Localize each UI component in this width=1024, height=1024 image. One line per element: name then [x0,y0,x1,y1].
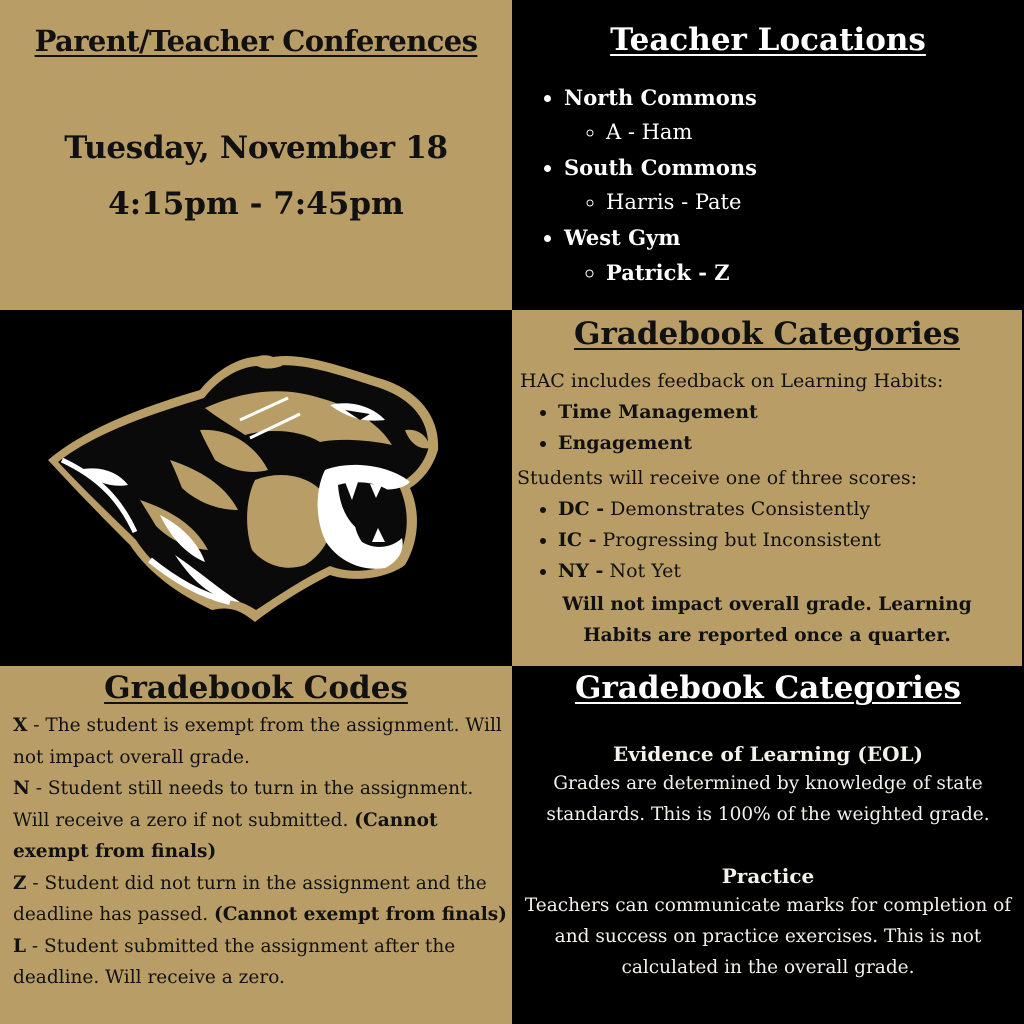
locations-list [512,80,1024,290]
score-desc: Progressing but Inconsistent [596,529,881,551]
scores-intro: Students will receive one of three scores: [517,467,918,489]
habit-item: • Engagement [558,428,1022,459]
location-place: North Commons [564,85,757,110]
codes-list [0,706,512,994]
codes-title: Gradebook Codes [104,670,408,706]
habits-intro: HAC includes feedback on Learning Habits: [520,370,944,392]
location-place: South Commons [564,155,757,180]
code-text: - Student submitted the assignment after the deadline. Will receive a zero. [13,935,456,988]
codes-panel [0,666,512,1024]
code-letter: L [13,935,27,957]
code-item [13,931,512,994]
score-desc: Demonstrates Consistently [604,498,871,520]
location-range: ◦ Harris - Pate [606,185,1024,220]
scores-list [512,494,1022,587]
habit-item: • Time Management [558,397,1022,428]
habits-title: Gradebook Categories [573,316,961,352]
location-item [564,80,1024,150]
conference-time: 4:15pm - 7:45pm [108,186,404,222]
score-code: DC - [558,498,605,520]
code-letter: Z [13,872,27,894]
score-item [558,494,1022,525]
practice-heading: Practice [721,864,815,888]
code-text: - Student still needs to turn in the assignment. Will receive a zero if not submitted. [13,778,474,831]
score-desc: Not Yet [603,560,681,582]
conference-panel [0,0,512,310]
code-text: - Student did not turn in the assignment and the deadline has passed. [13,872,487,925]
code-text: - The student is exempt from the assignment. Will not impact overall grade. [13,715,502,768]
locations-panel [512,0,1024,310]
eol-heading: Evidence of Learning (EOL) [612,742,924,766]
categories-panel [512,666,1024,1024]
code-letter: X [13,715,28,736]
location-range: ◦ Patrick - Z [606,255,1024,290]
conference-title: Parent/Teacher Conferences [34,24,478,58]
conference-date: Tuesday, November 18 [64,130,448,166]
location-item [564,220,1024,290]
location-range: ◦ A - Ham [606,115,1024,150]
code-item [13,773,512,868]
habits-panel [512,310,1024,666]
cougar-mascot-icon [0,310,512,666]
location-place: West Gym [564,225,681,250]
habits-list [512,397,1022,459]
code-item [13,868,512,931]
locations-title: Teacher Locations [610,22,926,58]
score-code: NY - [558,560,604,582]
code-letter: N [13,778,30,799]
logo-panel [0,310,512,666]
habits-note: Will not impact overall grade. Learning Habits are reported once a quarter. [562,594,972,646]
location-item [564,150,1024,220]
score-item [558,525,1022,556]
code-note: (Cannot exempt from finals) [213,904,507,925]
code-item [13,710,512,773]
code-note: (Cannot exempt from finals) [13,809,438,862]
score-code: IC - [558,529,597,551]
practice-body: Teachers can communicate marks for completion of and success on practice exercises. This is not calculated in the overall grade. [524,895,1012,978]
score-item [558,556,1022,587]
eol-body: Grades are determined by knowledge of state standards. This is 100% of the weighted grade. [546,773,990,825]
categories-title: Gradebook Categories [574,670,962,706]
